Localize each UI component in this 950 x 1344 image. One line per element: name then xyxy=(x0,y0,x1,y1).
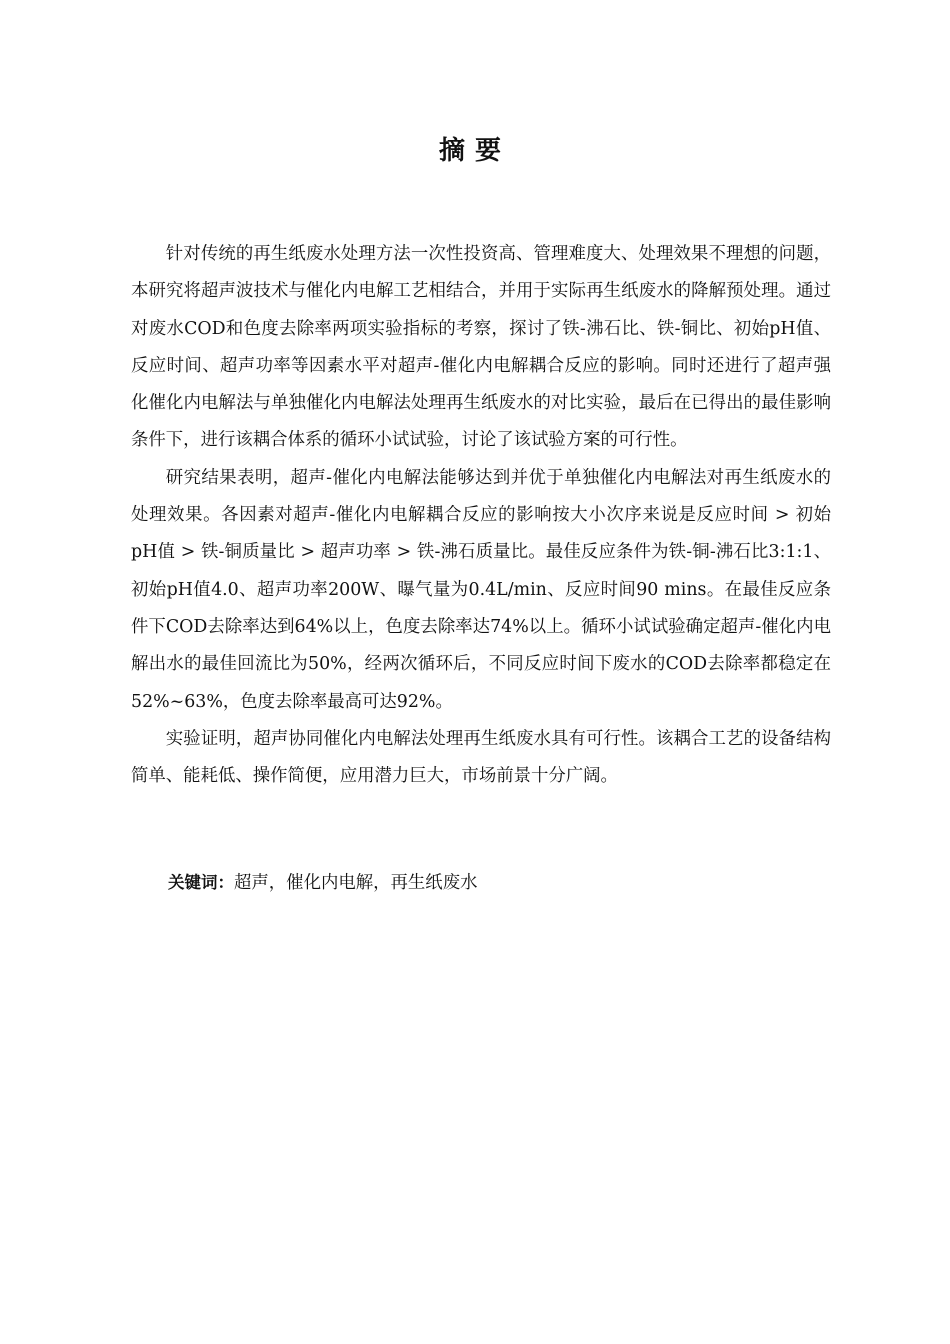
keywords-label: 关键词： xyxy=(168,873,234,892)
abstract-paragraph-3: 实验证明，超声协同催化内电解法处理再生纸废水具有可行性。该耦合工艺的设备结构简单、能耗低、操作简便，应用潜力巨大，市场前景十分广阔。 xyxy=(131,728,831,787)
abstract-paragraph-2: 研究结果表明，超声-催化内电解法能够达到并优于单独催化内电解法对再生纸废水的处理效果。各因素对超声-催化内电解耦合反应的影响按大小次序来说是反应时间 > 初始pH值 > 铁-铜质量比 > 超声功率 > 铁-沸石质量比。最佳反应条件为铁-铜-沸石比3:1:1、初始pH值4.0、超声功率200W、曝气量为0.4L/min、反应时间90 mins。在最佳反应条件下COD去除率达到64%以上，色度去除率达74%以上。循环小试试验确定超声-催化内电解出水的最佳回流比为50%，经两次循环后，不同反应时间下废水的COD去除率都稳定在52%~63%，色度去除率最高可达92%。 xyxy=(131,467,831,712)
abstract-body xyxy=(131,236,831,795)
abstract-paragraph-1: 针对传统的再生纸废水处理方法一次性投资高、管理难度大、处理效果不理想的问题，本研究将超声波技术与催化内电解工艺相结合，并用于实际再生纸废水的降解预处理。通过对废水COD和色度去除率两项实验指标的考察，探讨了铁-沸石比、铁-铜比、初始pH值、反应时间、超声功率等因素水平对超声-催化内电解耦合反应的影响。同时还进行了超声强化催化内电解法与单独催化内电解法处理再生纸废水的对比实验，最后在已得出的最佳影响条件下，进行该耦合体系的循环小试试验，讨论了该试验方案的可行性。 xyxy=(131,244,831,451)
keywords-line xyxy=(168,866,828,900)
keywords-value: 超声，催化内电解，再生纸废水 xyxy=(234,873,478,893)
abstract-title: 摘要 xyxy=(438,136,511,166)
